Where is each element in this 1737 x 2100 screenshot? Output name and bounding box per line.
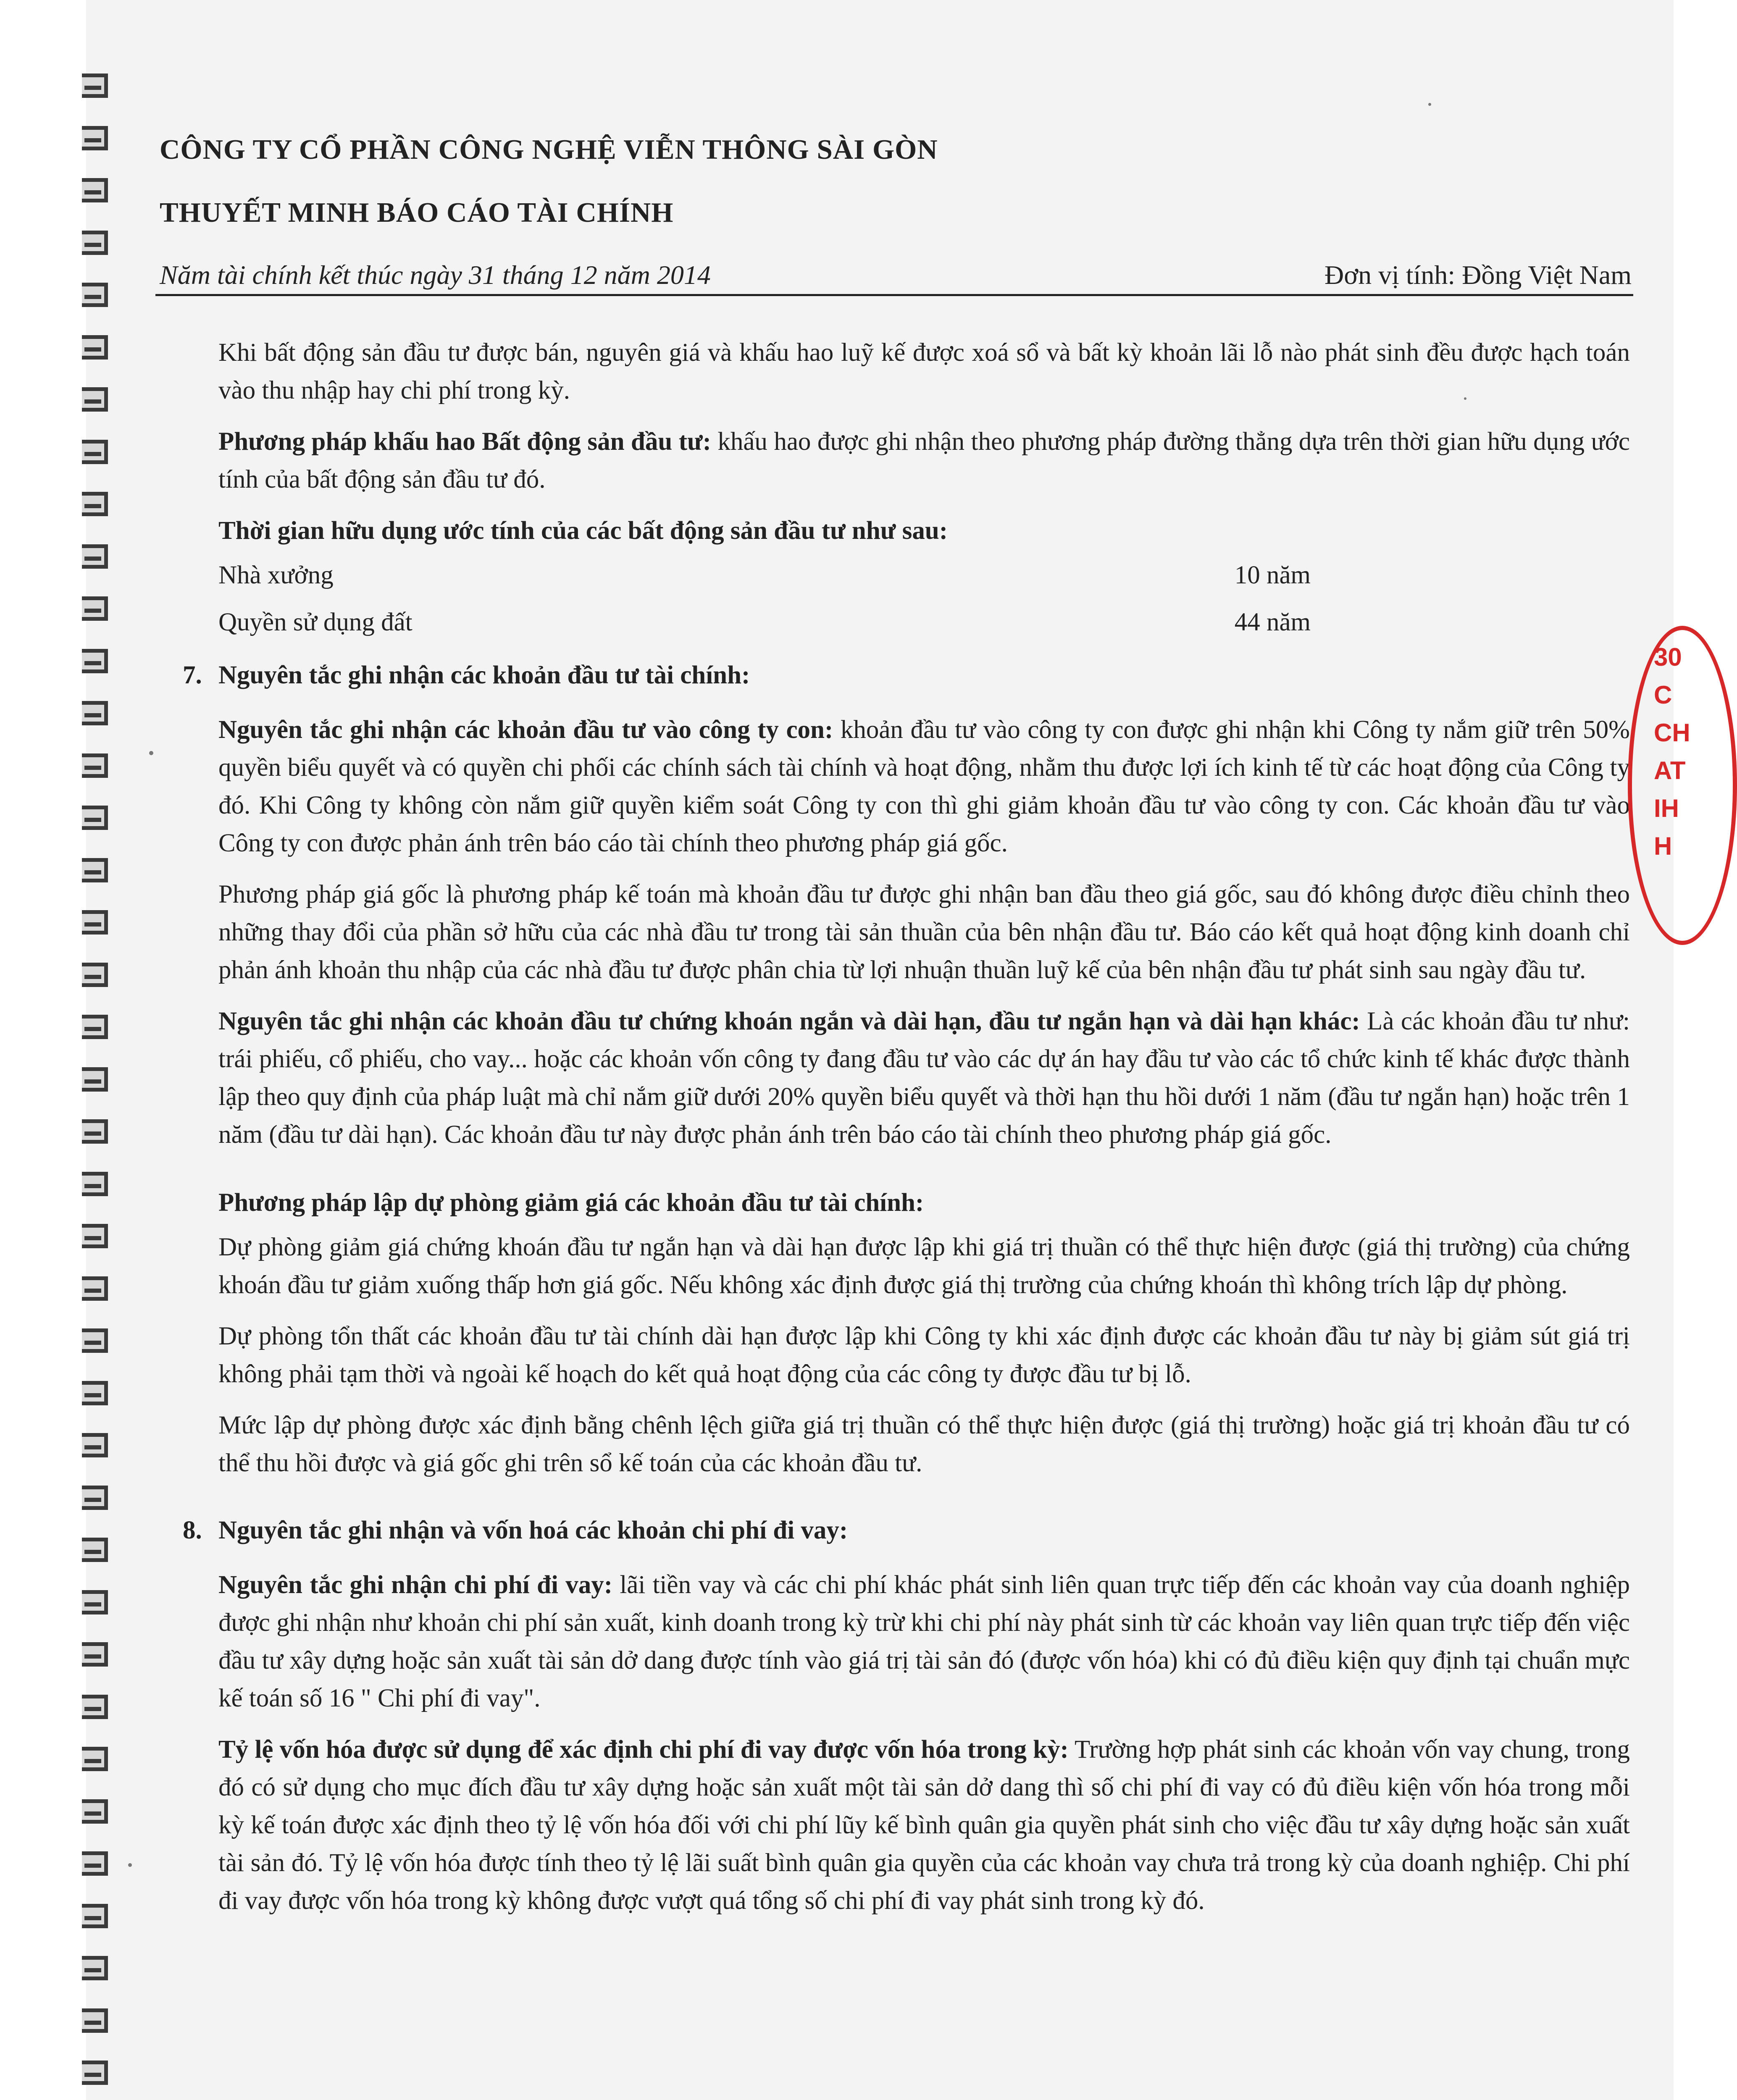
binding-ring-shape <box>82 1224 108 1248</box>
capitalisation-rate-text: Trường hợp phát sinh các khoản vốn vay chung, trong đó có sử dụng cho mục đích đầu tư xây dựng hoặc sản xuất một tài sản dở dang thì số chi phí đi vay có đủ điều kiện vốn hóa trong mỗi kỳ kế toán được xác định theo tỷ lệ vốn hóa đối với chi phí lũy kế bình quân gia quyền phát sinh cho việc đầu tư xây dựng hoặc sản xuất tài sản đó. Tỷ lệ vốn hóa được tính theo tỷ lệ lãi suất bình quân gia quyền của các khoản vay chưa trả trong kỳ của doanh nghiệp. Chi phí đi vay được vốn hóa trong kỳ không được vượt quá tổng số chi phí đi vay phát sinh trong kỳ đó. <box>218 1735 1630 1915</box>
binding-ring <box>82 1119 108 1144</box>
binding-ring <box>82 387 108 412</box>
section-8-heading <box>183 1512 1630 1549</box>
binding-ring <box>82 1799 108 1824</box>
binding-ring-shape <box>82 1642 108 1667</box>
binding-ring-shape <box>82 753 108 778</box>
scan-speck <box>1428 103 1431 106</box>
scan-speck <box>128 1863 132 1867</box>
binding-ring-shape <box>82 1904 108 1928</box>
binding-ring <box>82 74 108 98</box>
provision-paragraph-2: Dự phòng tổn thất các khoản đầu tư tài chính dài hạn được lập khi Công ty khi xác định được các khoản đầu tư này bị giảm sút giá trị không phải tạm thời và ngoài kế hoạch do kết quả hoạt động của các công ty được đầu tư bị lỗ. <box>218 1322 1630 1388</box>
provision-paragraph-3: Mức lập dự phòng được xác định bằng chênh lệch giữa giá trị thuần có thể thực hiện được (giá thị trường) hoặc giá trị khoản đầu tư có thể thu hồi được và giá gốc ghi trên sổ kế toán của các khoản đầu tư. <box>218 1411 1630 1477</box>
binding-ring-shape <box>82 910 108 934</box>
binding-ring <box>82 440 108 464</box>
binding-ring <box>82 1538 108 1562</box>
section-8-title: Nguyên tắc ghi nhận và vốn hoá các khoản chi phí đi vay: <box>218 1516 848 1544</box>
binding-ring <box>82 283 108 307</box>
binding-ring <box>82 1172 108 1196</box>
stamp-letters: 30 C CH AT IH H <box>1654 643 1690 860</box>
binding-ring <box>82 2008 108 2033</box>
cost-method-paragraph: Phương pháp giá gốc là phương pháp kế toán mà khoản đầu tư được ghi nhận ban đầu theo giá gốc, sau đó không được điều chỉnh theo những thay đổi của phần sở hữu của các nhà đầu tư trong tài sản thuần của bên nhận đầu tư. Báo cáo kết quả hoạt động kinh doanh chỉ phản ánh khoản thu nhập của các nhà đầu tư được phân chia từ lợi nhuận thuần luỹ kế của bên nhận đầu tư phát sinh sau ngày đầu tư. <box>218 880 1630 984</box>
binding-ring <box>82 1851 108 1876</box>
section-7-title: Nguyên tắc ghi nhận các khoản đầu tư tài chính: <box>218 661 750 689</box>
binding-ring <box>82 1381 108 1405</box>
binding-ring <box>82 1747 108 1771</box>
capitalisation-rate-paragraph <box>218 1731 1630 1920</box>
section-7-number: 7. <box>183 661 202 689</box>
binding-ring-shape <box>82 2061 108 2085</box>
scan-speck <box>1464 397 1466 400</box>
binding-ring-shape <box>82 1590 108 1614</box>
company-seal-stamp <box>1645 626 1690 945</box>
binding-ring-shape <box>82 1328 108 1353</box>
depreciation-method-text: khấu hao được ghi nhận theo phương pháp đường thẳng dựa trên thời gian hữu dụng ước tính của bất động sản đầu tư đó. <box>218 428 1630 494</box>
binding-ring <box>82 1904 108 1928</box>
binding-ring-shape <box>82 1538 108 1562</box>
binding-ring-shape <box>82 858 108 882</box>
borrowing-cost-recognition-lead: Nguyên tắc ghi nhận chi phí đi vay: <box>218 1571 613 1599</box>
binding-ring <box>82 2061 108 2085</box>
useful-life-value: 10 năm <box>1234 561 1311 589</box>
binding-ring-shape <box>82 387 108 412</box>
scan-margin <box>0 0 86 2100</box>
binding-ring <box>82 1956 108 1980</box>
binding-ring <box>82 231 108 255</box>
binding-ring <box>82 649 108 673</box>
binding-ring <box>82 178 108 202</box>
binding-ring <box>82 963 108 987</box>
binding-ring-shape <box>82 283 108 307</box>
provision-heading: Phương pháp lập dự phòng giảm giá các khoản đầu tư tài chính: <box>218 1189 924 1217</box>
useful-life-row <box>218 556 1311 594</box>
binding-ring-shape <box>82 649 108 673</box>
binding-ring-shape <box>82 126 108 150</box>
binding-ring-shape <box>82 1747 108 1771</box>
binding-ring-shape <box>82 1799 108 1824</box>
binding-ring <box>82 126 108 150</box>
binding-ring <box>82 335 108 360</box>
section-7-heading <box>183 656 1630 694</box>
report-title: THUYẾT MINH BÁO CÁO TÀI CHÍNH <box>160 197 674 228</box>
binding-ring <box>82 701 108 725</box>
useful-life-row <box>218 604 1311 641</box>
binding-ring-shape <box>82 1956 108 1980</box>
binding-ring <box>82 1486 108 1510</box>
binding-ring-shape <box>82 231 108 255</box>
binding-ring <box>82 858 108 882</box>
borrowing-cost-recognition-paragraph <box>218 1566 1630 1717</box>
binding-ring-shape <box>82 1695 108 1719</box>
currency-unit: Đơn vị tính: Đồng Việt Nam <box>1324 260 1632 290</box>
useful-life-value: 44 năm <box>1234 608 1311 636</box>
intro-paragraph: Khi bất động sản đầu tư được bán, nguyên giá và khấu hao luỹ kế được xoá sổ và bất kỳ khoản lãi lỗ nào phát sinh đều được hạch toán vào thu nhập hay chi phí trong kỳ. <box>218 339 1630 404</box>
binding-ring-shape <box>82 544 108 569</box>
provision-paragraph-1: Dự phòng giảm giá chứng khoán đầu tư ngắn hạn và dài hạn được lập khi giá trị thuần có thể thực hiện được (giá thị trường) của chứng khoán đầu tư giảm xuống thấp hơn giá gốc. Nếu không xác định được giá thị trường của chứng khoán thì không trích lập dự phòng. <box>218 1233 1630 1299</box>
binding-ring-shape <box>82 701 108 725</box>
binding-ring-shape <box>82 1015 108 1039</box>
binding-ring <box>82 1695 108 1719</box>
scan-speck <box>149 751 153 755</box>
company-name: CÔNG TY CỔ PHẦN CÔNG NGHỆ VIỄN THÔNG SÀI GÒN <box>160 134 938 165</box>
section-8-number: 8. <box>183 1516 202 1544</box>
depreciation-method-lead: Phương pháp khấu hao Bất động sản đầu tư: <box>218 428 711 456</box>
subsidiary-investment-text: khoản đầu tư vào công ty con được ghi nhận khi Công ty nắm giữ trên 50% quyền biểu quyết và có quyền chi phối các chính sách tài chính và hoạt động, nhằm thu được lợi ích kinh tế từ các hoạt động của Công ty đó. Khi Công ty không còn nắm giữ quyền kiểm soát Công ty con thì ghi giảm khoản đầu tư vào công ty con. Các khoản đầu tư vào Công ty con được phản ánh trên báo cáo tài chính theo phương pháp giá gốc. <box>218 716 1630 857</box>
borrowing-cost-recognition-text: lãi tiền vay và các chi phí khác phát sinh liên quan trực tiếp đến các khoản vay của doanh nghiệp được ghi nhận như khoản chi phí sản xuất, kinh doanh trong kỳ trừ khi chi phí này phát sinh từ các khoản vay liên quan trực tiếp đến việc đầu tư xây dựng hoặc sản xuất tài sản dở dang được tính vào giá trị tài sản đó (được vốn hóa) khi có đủ điều kiện quy định tại chuẩn mực kế toán số 16 " Chi phí đi vay". <box>218 1571 1630 1712</box>
binding-ring <box>82 910 108 934</box>
binding-ring-shape <box>82 596 108 621</box>
binding-ring <box>82 753 108 778</box>
securities-investment-text: Là các khoản đầu tư như: trái phiếu, cổ phiếu, cho vay... hoặc các khoản vốn công ty đang đầu tư vào các dự án hay đầu tư vào các tổ chức kinh tế khác được thành lập theo quy định của pháp luật mà chỉ nắm giữ dưới 20% quyền biểu quyết và thời hạn thu hồi dưới 1 năm (đầu tư ngắn hạn) hoặc trên 1 năm (đầu tư dài hạn). Các khoản đầu tư này được phản ánh trên báo cáo tài chính theo phương pháp giá gốc. <box>218 1007 1630 1149</box>
binding-ring-shape <box>82 1172 108 1196</box>
binding-ring-shape <box>82 806 108 830</box>
binding-ring-shape <box>82 1851 108 1876</box>
binding-ring <box>82 806 108 830</box>
binding-ring <box>82 492 108 516</box>
binding-ring-shape <box>82 1067 108 1092</box>
binding-ring-shape <box>82 2008 108 2033</box>
securities-investment-paragraph <box>218 1003 1630 1154</box>
binding-ring-shape <box>82 1486 108 1510</box>
useful-life-heading: Thời gian hữu dụng ước tính của các bất động sản đầu tư như sau: <box>218 517 948 545</box>
binding-ring <box>82 1590 108 1614</box>
depreciation-method-paragraph <box>218 423 1630 499</box>
binding-ring-shape <box>82 1119 108 1144</box>
useful-life-label: Quyền sử dụng đất <box>218 608 413 636</box>
binding-ring-shape <box>82 74 108 98</box>
document-body <box>183 334 1630 1933</box>
binding-ring <box>82 1276 108 1301</box>
useful-life-label: Nhà xưởng <box>218 561 334 589</box>
binding-ring <box>82 1015 108 1039</box>
subsidiary-investment-paragraph <box>218 711 1630 862</box>
binding-ring-shape <box>82 1276 108 1301</box>
binding-ring-shape <box>82 335 108 360</box>
binding-ring <box>82 1224 108 1248</box>
securities-investment-lead: Nguyên tắc ghi nhận các khoản đầu tư chứng khoán ngắn và dài hạn, đầu tư ngắn hạn và dài hạn khác: <box>218 1007 1360 1035</box>
binding-ring <box>82 544 108 569</box>
binding-ring <box>82 1067 108 1092</box>
binding-ring-shape <box>82 1381 108 1405</box>
header-divider <box>155 294 1633 296</box>
fiscal-period: Năm tài chính kết thúc ngày 31 tháng 12 năm 2014 <box>160 260 711 290</box>
binding-ring <box>82 1328 108 1353</box>
binding-ring <box>82 1642 108 1667</box>
spacer <box>218 1167 1630 1184</box>
binding-ring-shape <box>82 440 108 464</box>
binding-ring-shape <box>82 963 108 987</box>
binding-ring <box>82 596 108 621</box>
binding-ring-shape <box>82 492 108 516</box>
binding-ring-shape <box>82 178 108 202</box>
subsidiary-investment-lead: Nguyên tắc ghi nhận các khoản đầu tư vào công ty con: <box>218 716 833 744</box>
binding-ring <box>82 1433 108 1457</box>
binding-ring-shape <box>82 1433 108 1457</box>
capitalisation-rate-lead: Tỷ lệ vốn hóa được sử dụng để xác định chi phí đi vay được vốn hóa trong kỳ: <box>218 1735 1069 1764</box>
